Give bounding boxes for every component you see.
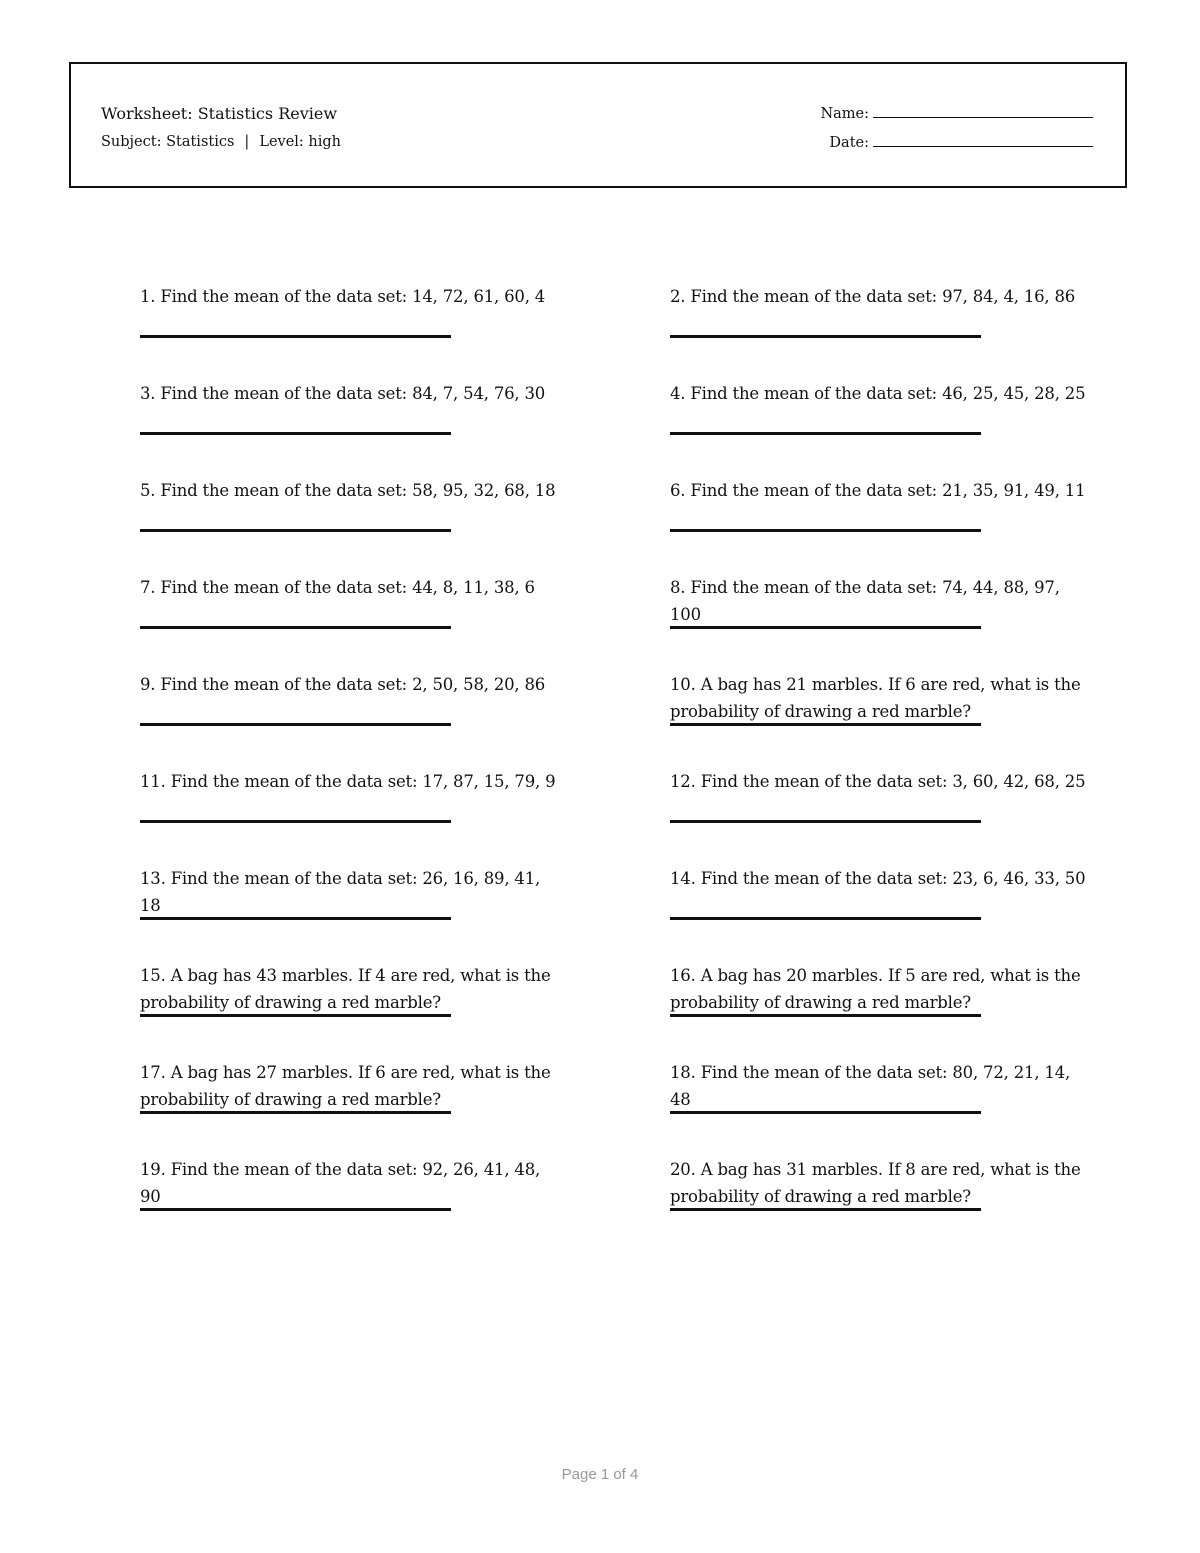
answer-line[interactable] bbox=[140, 626, 451, 629]
question-number: 17. bbox=[140, 1063, 166, 1082]
answer-line[interactable] bbox=[670, 335, 981, 338]
question-text bbox=[670, 768, 1095, 795]
question-item bbox=[140, 768, 565, 865]
date-blank[interactable] bbox=[873, 133, 1093, 147]
answer-line[interactable] bbox=[670, 626, 981, 629]
question-text bbox=[140, 380, 565, 407]
page-number: Page 1 of 4 bbox=[561, 1466, 639, 1483]
question-number: 12. bbox=[670, 772, 696, 791]
name-field bbox=[820, 104, 1093, 133]
answer-line[interactable] bbox=[140, 529, 451, 532]
question-number: 13. bbox=[140, 869, 166, 888]
answer-line[interactable] bbox=[670, 432, 981, 435]
worksheet-title: Worksheet: Statistics Review bbox=[101, 104, 338, 123]
answer-line[interactable] bbox=[140, 917, 451, 920]
question-item bbox=[670, 477, 1095, 574]
question-body: Find the mean of the data set: 2, 50, 58, 20, 86 bbox=[160, 675, 546, 694]
answer-line[interactable] bbox=[140, 1208, 451, 1211]
question-item bbox=[670, 574, 1095, 671]
meta-separator: | bbox=[244, 134, 250, 150]
question-text bbox=[140, 768, 565, 795]
date-label: Date: bbox=[829, 135, 869, 151]
question-number: 15. bbox=[140, 966, 166, 985]
question-text bbox=[140, 865, 565, 919]
question-list bbox=[140, 283, 1100, 1253]
question-number: 1. bbox=[140, 287, 156, 306]
question-item bbox=[670, 380, 1095, 477]
answer-line[interactable] bbox=[140, 432, 451, 435]
question-text bbox=[140, 283, 565, 310]
question-item bbox=[140, 671, 565, 768]
question-body: Find the mean of the data set: 23, 6, 46, 33, 50 bbox=[700, 869, 1086, 888]
question-number: 9. bbox=[140, 675, 156, 694]
question-item bbox=[140, 1156, 565, 1253]
answer-line[interactable] bbox=[140, 1111, 451, 1114]
question-text bbox=[140, 574, 565, 601]
question-body: Find the mean of the data set: 14, 72, 61, 60, 4 bbox=[160, 287, 546, 306]
worksheet-meta bbox=[101, 134, 341, 150]
name-label: Name: bbox=[820, 106, 869, 122]
question-item bbox=[140, 283, 565, 380]
question-number: 18. bbox=[670, 1063, 696, 1082]
question-number: 5. bbox=[140, 481, 156, 500]
question-number: 3. bbox=[140, 384, 156, 403]
answer-line[interactable] bbox=[670, 723, 981, 726]
answer-line[interactable] bbox=[140, 820, 451, 823]
question-item bbox=[140, 1059, 565, 1156]
date-field bbox=[820, 133, 1093, 162]
question-number: 19. bbox=[140, 1160, 166, 1179]
question-item bbox=[140, 380, 565, 477]
answer-line[interactable] bbox=[670, 1111, 981, 1114]
question-item bbox=[670, 768, 1095, 865]
question-text bbox=[670, 477, 1095, 504]
question-text bbox=[670, 962, 1095, 1016]
answer-line[interactable] bbox=[670, 1014, 981, 1017]
question-body: Find the mean of the data set: 80, 72, 21, 14, 48 bbox=[670, 1063, 1071, 1109]
question-body: Find the mean of the data set: 58, 95, 32, 68, 18 bbox=[160, 481, 556, 500]
question-item bbox=[140, 574, 565, 671]
name-blank[interactable] bbox=[873, 104, 1093, 118]
answer-line[interactable] bbox=[140, 1014, 451, 1017]
question-text bbox=[670, 380, 1095, 407]
question-body: A bag has 20 marbles. If 5 are red, what is the probability of drawing a red marble? bbox=[670, 966, 1081, 1012]
question-item bbox=[670, 865, 1095, 962]
question-item bbox=[140, 962, 565, 1059]
question-item bbox=[670, 962, 1095, 1059]
question-number: 4. bbox=[670, 384, 686, 403]
answer-line[interactable] bbox=[670, 1208, 981, 1211]
answer-line[interactable] bbox=[670, 529, 981, 532]
question-text bbox=[670, 671, 1095, 725]
level-label: Level: high bbox=[259, 134, 342, 150]
question-body: A bag has 31 marbles. If 8 are red, what is the probability of drawing a red marble? bbox=[670, 1160, 1081, 1206]
question-item bbox=[670, 1059, 1095, 1156]
question-text bbox=[670, 865, 1095, 892]
question-body: Find the mean of the data set: 3, 60, 42, 68, 25 bbox=[700, 772, 1086, 791]
question-item bbox=[670, 1156, 1095, 1253]
question-item bbox=[670, 671, 1095, 768]
question-item bbox=[670, 283, 1095, 380]
question-number: 8. bbox=[670, 578, 686, 597]
question-body: Find the mean of the data set: 74, 44, 88, 97, 100 bbox=[670, 578, 1060, 624]
subject-label: Subject: Statistics bbox=[101, 134, 235, 150]
student-fields bbox=[820, 104, 1093, 162]
worksheet-header bbox=[69, 62, 1127, 188]
question-body: A bag has 21 marbles. If 6 are red, what is the probability of drawing a red marble? bbox=[670, 675, 1081, 721]
question-body: Find the mean of the data set: 21, 35, 91, 49, 11 bbox=[690, 481, 1086, 500]
question-body: A bag has 43 marbles. If 4 are red, what is the probability of drawing a red marble? bbox=[140, 966, 551, 1012]
question-number: 20. bbox=[670, 1160, 696, 1179]
question-text bbox=[140, 962, 565, 1016]
question-text bbox=[670, 1059, 1095, 1113]
question-item bbox=[140, 477, 565, 574]
question-text bbox=[670, 1156, 1095, 1210]
question-number: 6. bbox=[670, 481, 686, 500]
question-text bbox=[140, 1156, 565, 1210]
question-body: Find the mean of the data set: 92, 26, 41, 48, 90 bbox=[140, 1160, 541, 1206]
question-item bbox=[140, 865, 565, 962]
question-text bbox=[140, 477, 565, 504]
question-body: Find the mean of the data set: 44, 8, 11, 38, 6 bbox=[160, 578, 535, 597]
question-body: Find the mean of the data set: 84, 7, 54, 76, 30 bbox=[160, 384, 546, 403]
question-text bbox=[140, 671, 565, 698]
answer-line[interactable] bbox=[140, 723, 451, 726]
question-body: A bag has 27 marbles. If 6 are red, what is the probability of drawing a red marble? bbox=[140, 1063, 551, 1109]
question-number: 7. bbox=[140, 578, 156, 597]
question-number: 14. bbox=[670, 869, 696, 888]
question-number: 10. bbox=[670, 675, 696, 694]
question-body: Find the mean of the data set: 17, 87, 15, 79, 9 bbox=[170, 772, 556, 791]
answer-line[interactable] bbox=[140, 335, 451, 338]
answer-line[interactable] bbox=[670, 820, 981, 823]
question-body: Find the mean of the data set: 26, 16, 89, 41, 18 bbox=[140, 869, 541, 915]
question-body: Find the mean of the data set: 46, 25, 45, 28, 25 bbox=[690, 384, 1086, 403]
question-number: 2. bbox=[670, 287, 686, 306]
question-body: Find the mean of the data set: 97, 84, 4, 16, 86 bbox=[690, 287, 1076, 306]
question-text bbox=[670, 283, 1095, 310]
question-text bbox=[140, 1059, 565, 1113]
question-number: 11. bbox=[140, 772, 166, 791]
question-text bbox=[670, 574, 1095, 628]
question-number: 16. bbox=[670, 966, 696, 985]
answer-line[interactable] bbox=[670, 917, 981, 920]
